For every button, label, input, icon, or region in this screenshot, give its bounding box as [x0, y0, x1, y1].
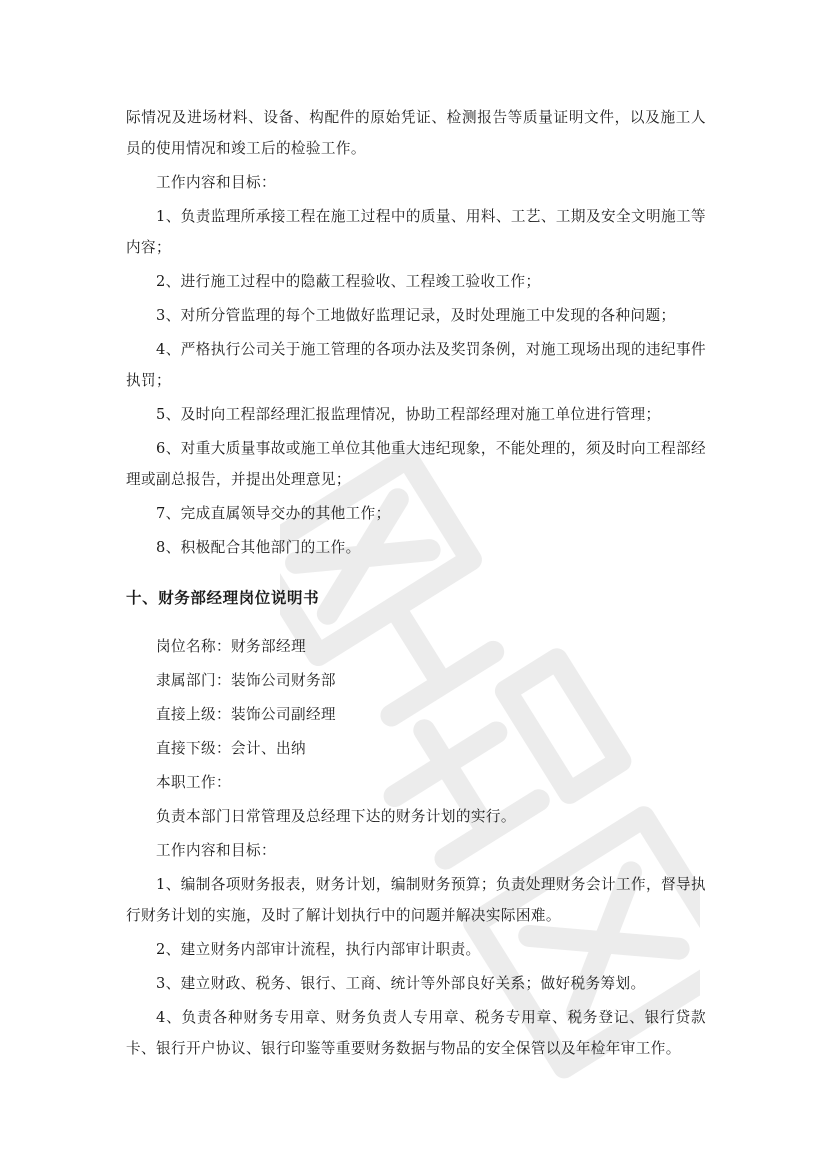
list-item: 1、负责监理所承接工程在施工过程中的质量、用料、工艺、工期及安全文明施工等内容；	[126, 208, 706, 256]
direct-superior: 直接上级：装饰公司副经理	[156, 706, 336, 723]
section-title: 十、财务部经理岗位说明书	[126, 589, 320, 607]
list-item: 4、负责各种财务专用章、财务负责人专用章、税务专用章、税务登记、银行贷款卡、银行开户协议、银行印鉴等重要财务数据与物品的安全保管以及年检年审工作。	[126, 1009, 706, 1057]
list-item: 2、建立财务内部审计流程，执行内部审计职责。	[156, 941, 481, 958]
list-item: 2、进行施工过程中的隐蔽工程验收、工程竣工验收工作；	[156, 273, 541, 290]
list-item: 6、对重大质量事故或施工单位其他重大违纪现象，不能处理的，须及时向工程部经理或副总报告，并提出处理意见；	[126, 440, 706, 488]
direct-subordinate: 直接下级：会计、出纳	[156, 740, 306, 757]
list-item: 8、积极配合其他部门的工作。	[156, 539, 361, 556]
list-item: 3、建立财政、税务、银行、工商、统计等外部良好关系；做好税务筹划。	[156, 975, 646, 992]
list-item: 5、及时向工程部经理汇报监理情况，协助工程部经理对施工单位进行管理；	[156, 406, 661, 423]
subheading-work-content: 工作内容和目标：	[156, 174, 276, 191]
document-body	[126, 102, 706, 1067]
duty-label: 本职工作：	[156, 774, 231, 791]
subheading-work-content: 工作内容和目标：	[156, 842, 276, 859]
duty-text: 负责本部门日常管理及总经理下达的财务计划的实行。	[156, 808, 516, 825]
list-item: 1、编制各项财务报表，财务计划，编制财务预算；负责处理财务会计工作，督导执行财务计划的实施，及时了解计划执行中的问题并解决实际困难。	[126, 876, 706, 924]
list-item: 7、完成直属领导交办的其他工作；	[156, 505, 391, 522]
list-item: 3、对所分管监理的每个工地做好监理记录，及时处理施工中发现的各种问题；	[156, 307, 676, 324]
department: 隶属部门：装饰公司财务部	[156, 672, 336, 689]
list-item: 4、严格执行公司关于施工管理的各项办法及奖罚条例，对施工现场出现的违纪事件执罚；	[126, 341, 706, 389]
position-name: 岗位名称：财务部经理	[156, 638, 306, 655]
paragraph-continuation: 际情况及进场材料、设备、构配件的原始凭证、检测报告等质量证明文件，以及施工人员的使用情况和竣工后的检验工作。	[126, 109, 706, 157]
